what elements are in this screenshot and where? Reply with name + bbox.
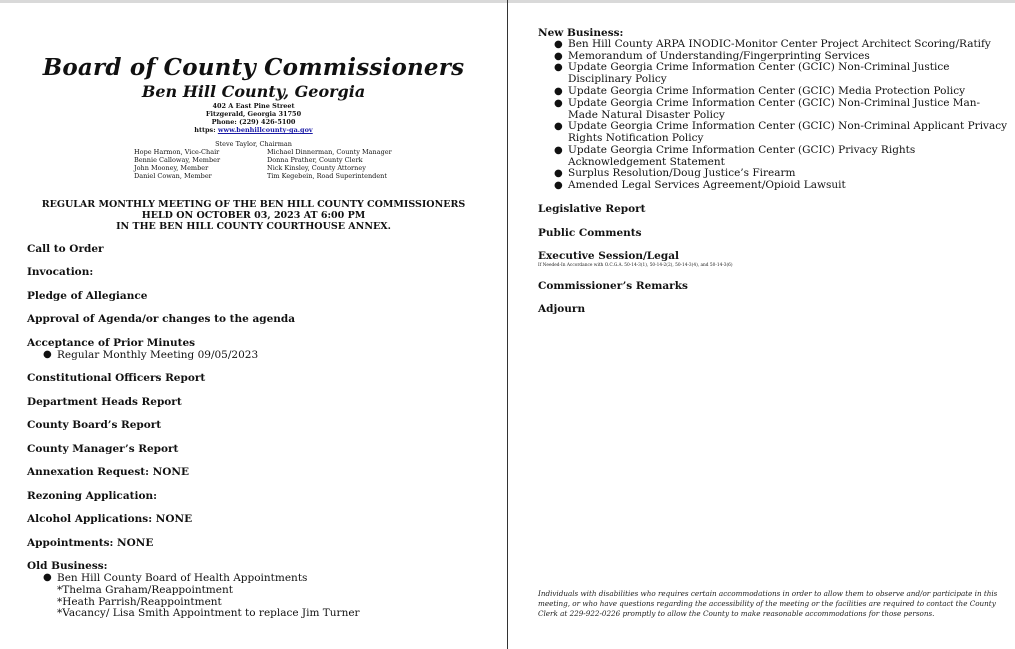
bullet-icon: ● bbox=[554, 62, 563, 73]
address-line-1: 402 A East Pine Street bbox=[212, 102, 295, 110]
staff-name: Tim Kegebein, Road Superintendent bbox=[267, 172, 387, 180]
meeting-line-1: REGULAR MONTHLY MEETING OF THE BEN HILL COUNTY COMMISSIONERS bbox=[41, 199, 466, 210]
document-subtitle: Ben Hill County, Georgia bbox=[141, 82, 366, 101]
list-item bbox=[554, 179, 1008, 192]
old-business-item: Ben Hill County Board of Health Appointments bbox=[57, 572, 308, 584]
staff-name: Donna Prather, County Clerk bbox=[267, 156, 363, 164]
members-right-column bbox=[267, 148, 392, 180]
bullet-icon: ● bbox=[554, 98, 563, 109]
new-business-item: Update Georgia Crime Information Center (GCIC) Non-Criminal Applicant Privacy Rights Notification Policy bbox=[568, 120, 1008, 144]
agenda-call-to-order: Call to Order bbox=[27, 243, 104, 255]
staff-name: Nick Kinsley, County Attorney bbox=[267, 164, 366, 172]
meeting-line-2: HELD ON OCTOBER 03, 2023 AT 6:00 PM bbox=[141, 210, 366, 221]
new-business-item: Surplus Resolution/Doug Justice’s Firearm bbox=[568, 167, 796, 179]
agenda-commissioners-remarks: Commissioner’s Remarks bbox=[538, 280, 688, 292]
agenda-county-manager: County Manager’s Report bbox=[27, 443, 179, 455]
meeting-heading bbox=[0, 199, 507, 232]
document-title: Board of County Commissioners bbox=[42, 54, 465, 81]
agenda-page-1 bbox=[0, 0, 507, 649]
list-item bbox=[43, 349, 259, 361]
agenda-department: Department Heads Report bbox=[27, 396, 182, 408]
agenda-invocation: Invocation: bbox=[27, 266, 94, 278]
agenda-prior-minutes: Acceptance of Prior Minutes bbox=[27, 337, 196, 349]
old-business-sub-2: *Heath Parrish/Reappointment bbox=[57, 596, 222, 608]
new-business-item: Update Georgia Crime Information Center (GCIC) Privacy Rights Acknowledgement Statement bbox=[568, 144, 916, 168]
new-business-item: Ben Hill County ARPA INODIC-Monitor Center Project Architect Scoring/Ratify bbox=[568, 38, 991, 50]
agenda-appointments: Appointments: NONE bbox=[27, 537, 154, 549]
new-business-item: Memorandum of Understanding/Fingerprinting Services bbox=[568, 50, 870, 62]
agenda-adjourn: Adjourn bbox=[538, 303, 586, 315]
list-item bbox=[554, 120, 1008, 145]
agenda-rezoning: Rezoning Application: bbox=[27, 490, 157, 502]
meeting-line-3: IN THE BEN HILL COUNTY COURTHOUSE ANNEX. bbox=[116, 221, 391, 232]
website-prefix: https: bbox=[194, 126, 218, 134]
address-line-2: Fitzgerald, Georgia 31750 bbox=[205, 110, 302, 118]
list-item bbox=[43, 572, 308, 584]
agenda-executive-session: Executive Session/Legal bbox=[538, 250, 679, 262]
bullet-icon: ● bbox=[554, 86, 563, 97]
chairman-line: Steve Taylor, Chairman bbox=[215, 140, 292, 148]
agenda-alcohol: Alcohol Applications: NONE bbox=[27, 513, 193, 525]
agenda-public-comments: Public Comments bbox=[538, 227, 642, 239]
agenda-pledge: Pledge of Allegiance bbox=[27, 290, 148, 302]
website-line bbox=[0, 126, 507, 134]
bullet-icon: ● bbox=[554, 168, 563, 179]
agenda-annexation: Annexation Request: NONE bbox=[27, 466, 189, 478]
list-item bbox=[554, 97, 1008, 122]
address-block bbox=[0, 102, 507, 134]
member-name: Bennie Calloway, Member bbox=[134, 156, 221, 164]
accessibility-notice: Individuals with disabilities who requires certain accommodations in order to allow them to observe and/or participate in this meeting, or who have questions regarding the accessibility of the meeting or the facilities are required to contact the County Clerk at 229-922-0226 promptly to allow the County to make reasonable accommodations for those persons. bbox=[538, 589, 998, 618]
old-business-sub-3: *Vacancy/ Lisa Smith Appointment to replace Jim Turner bbox=[57, 607, 360, 619]
bullet-icon: ● bbox=[554, 51, 563, 62]
agenda-constitutional: Constitutional Officers Report bbox=[27, 372, 206, 384]
phone-line: Phone: (229) 426-5100 bbox=[211, 118, 296, 126]
list-item bbox=[554, 61, 1008, 86]
new-business-item: Update Georgia Crime Information Center (GCIC) Non-Criminal Justice Disciplinary Policy bbox=[568, 61, 950, 85]
member-name: Hope Harmon, Vice-Chair bbox=[134, 148, 220, 156]
bullet-icon: ● bbox=[554, 145, 563, 156]
bullet-icon: ● bbox=[43, 572, 52, 583]
agenda-county-board: County Board’s Report bbox=[27, 419, 162, 431]
members-left-column bbox=[134, 148, 220, 180]
agenda-legislative: Legislative Report bbox=[538, 203, 646, 215]
list-item bbox=[554, 144, 1008, 169]
member-name: John Mooney, Member bbox=[134, 164, 209, 172]
staff-name: Michael Dinnerman, County Manager bbox=[267, 148, 392, 156]
website-link[interactable]: www.benhillcounty-ga.gov bbox=[217, 126, 313, 134]
minutes-item: Regular Monthly Meeting 09/05/2023 bbox=[57, 349, 259, 361]
member-name: Daniel Cowan, Member bbox=[134, 172, 212, 180]
new-business-item: Update Georgia Crime Information Center (GCIC) Media Protection Policy bbox=[568, 85, 966, 97]
bullet-icon: ● bbox=[554, 39, 563, 50]
agenda-approval: Approval of Agenda/or changes to the agenda bbox=[27, 313, 296, 325]
bullet-icon: ● bbox=[554, 180, 563, 191]
new-business-item: Amended Legal Services Agreement/Opioid Lawsuit bbox=[568, 179, 846, 191]
agenda-page-2 bbox=[508, 0, 1015, 649]
bullet-icon: ● bbox=[554, 121, 563, 132]
executive-session-note: If Needed-In Accordance with O.C.G.A. 50-14-3(1), 50-14-2(2), 50-14-3(4), and 50-14-3(6) bbox=[538, 263, 733, 268]
agenda-new-business: New Business: bbox=[538, 27, 624, 39]
bullet-icon: ● bbox=[43, 349, 52, 360]
new-business-item: Update Georgia Crime Information Center (GCIC) Non-Criminal Justice Man-Made Natural Disaster Policy bbox=[568, 97, 981, 121]
old-business-sub-1: *Thelma Graham/Reappointment bbox=[57, 584, 233, 596]
agenda-old-business: Old Business: bbox=[27, 560, 108, 572]
